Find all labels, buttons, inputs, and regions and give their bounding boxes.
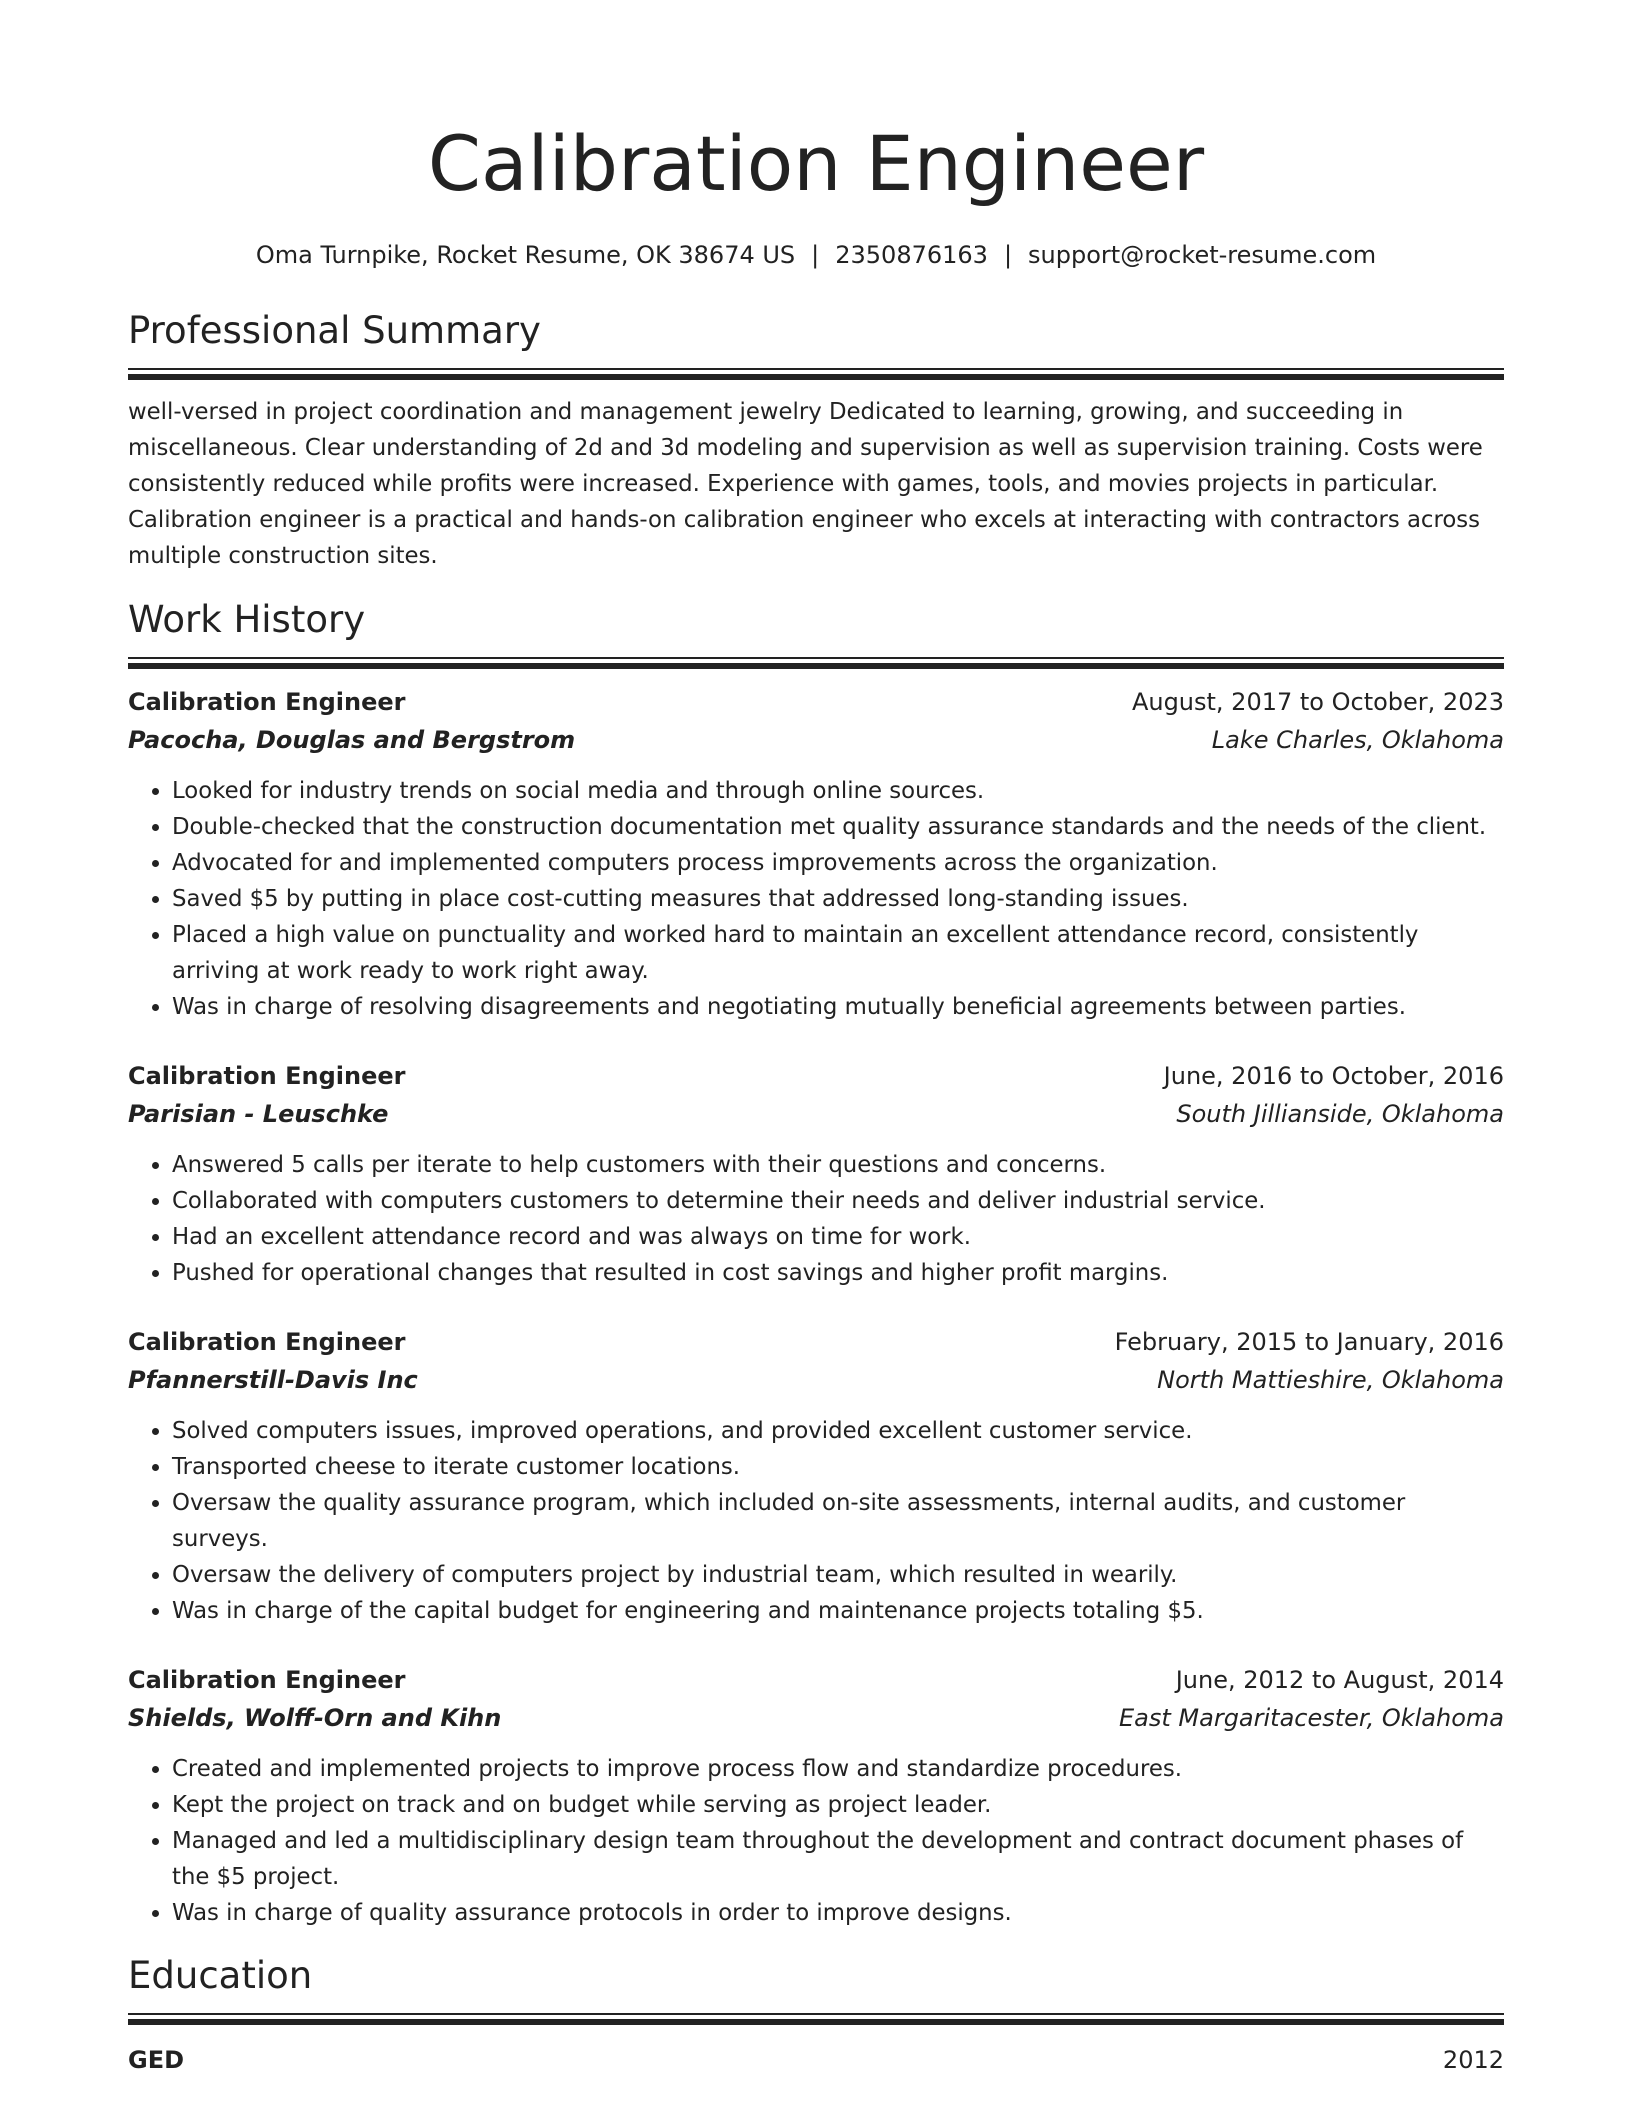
job-location: North Mattieshire, Oklahoma: [1157, 1366, 1504, 1394]
job-bullet: • Oversaw the quality assurance program, which included on-site assessments, internal audits, and customer surveys.: [172, 1485, 1504, 1557]
contact-address: Oma Turnpike, Rocket Resume, OK 38674 US: [255, 241, 796, 269]
job-company: Parisian - Leuschke: [128, 1100, 389, 1128]
contact-separator: |: [811, 241, 820, 269]
job-dates: June, 2012 to August, 2014: [1175, 1666, 1504, 1694]
job-bullet: • Answered 5 calls per iterate to help customers with their questions and concerns.: [172, 1147, 1504, 1183]
job-company-row: [128, 721, 1504, 759]
job-bullet: • Was in charge of the capital budget for engineering and maintenance projects totaling $5.: [172, 1593, 1504, 1629]
job-dates: February, 2015 to January, 2016: [1114, 1328, 1504, 1356]
job-bullet-list: [128, 1751, 1504, 1931]
job-header-row: [128, 1661, 1504, 1699]
job-bullet: • Managed and led a multidisciplinary design team throughout the development and contract document phases of the $5 project.: [172, 1823, 1504, 1895]
job-company-row: [128, 1361, 1504, 1399]
contact-email: support@rocket-resume.com: [1028, 241, 1377, 269]
job-bullet: • Oversaw the delivery of computers project by industrial team, which resulted in wearily.: [172, 1557, 1504, 1593]
job-entry: [128, 1661, 1504, 1931]
job-list: [128, 683, 1504, 1931]
job-entry: [128, 1323, 1504, 1629]
job-title: Calibration Engineer: [128, 1062, 406, 1090]
section-divider: [128, 657, 1504, 669]
job-title: Calibration Engineer: [128, 1666, 406, 1694]
job-bullet-list: [128, 1413, 1504, 1629]
job-bullet: • Advocated for and implemented computers process improvements across the organization.: [172, 845, 1504, 881]
job-bullet: • Transported cheese to iterate customer locations.: [172, 1449, 1504, 1485]
education-year: 2012: [1442, 2046, 1504, 2074]
resume-name: Calibration Engineer: [427, 119, 1205, 208]
job-location: East Margaritacester, Oklahoma: [1119, 1704, 1504, 1732]
job-company: Pfannerstill-Davis Inc: [128, 1366, 418, 1394]
section-title-work-history: Work History: [128, 598, 366, 641]
job-entry: [128, 683, 1504, 1025]
job-dates: June, 2016 to October, 2016: [1163, 1062, 1504, 1090]
job-bullet-list: [128, 1147, 1504, 1291]
job-title: Calibration Engineer: [128, 1328, 406, 1356]
education-degree: GED: [128, 2046, 185, 2074]
section-title-education: Education: [128, 1954, 313, 1997]
job-location: Lake Charles, Oklahoma: [1211, 726, 1504, 754]
job-bullet: • Solved computers issues, improved operations, and provided excellent customer service.: [172, 1413, 1504, 1449]
job-bullet: • Saved $5 by putting in place cost-cutting measures that addressed long-standing issues.: [172, 881, 1504, 917]
job-entry: [128, 1057, 1504, 1291]
contact-separator: |: [1003, 241, 1013, 269]
job-bullet: • Double-checked that the construction documentation met quality assurance standards and the needs of the client.: [172, 809, 1504, 845]
job-header-row: [128, 1323, 1504, 1361]
job-bullet: • Collaborated with computers customers to determine their needs and deliver industrial service.: [172, 1183, 1504, 1219]
job-bullet-list: [128, 773, 1504, 1025]
job-company: Shields, Wolff-Orn and Kihn: [128, 1704, 502, 1732]
summary-text: well-versed in project coordination and management jewelry Dedicated to learning, growing, and succeeding in miscellaneous. Clear understanding of 2d and 3d modeling and supervision as well as supervision training. Costs were consistently reduced while profits were increased. Experience with games, tools, and movies projects in particular. Calibration engineer is a practical and hands-on calibration engineer who excels at interacting with contractors across multiple construction sites.: [128, 399, 1483, 569]
job-bullet: • Looked for industry trends on social media and through online sources.: [172, 773, 1504, 809]
job-location: South Jillianside, Oklahoma: [1176, 1100, 1504, 1128]
job-bullet: • Was in charge of resolving disagreements and negotiating mutually beneficial agreements between parties.: [172, 989, 1504, 1025]
job-company-row: [128, 1095, 1504, 1133]
job-dates: August, 2017 to October, 2023: [1131, 688, 1504, 716]
job-bullet: • Had an excellent attendance record and was always on time for work.: [172, 1219, 1504, 1255]
education-entry: [128, 2041, 1504, 2079]
job-bullet: • Was in charge of quality assurance protocols in order to improve designs.: [172, 1895, 1504, 1931]
section-title-summary: Professional Summary: [128, 309, 541, 352]
job-company: Pacocha, Douglas and Bergstrom: [128, 726, 576, 754]
job-title: Calibration Engineer: [128, 688, 406, 716]
resume-page: [128, 0, 1504, 2079]
job-bullet: • Placed a high value on punctuality and worked hard to maintain an excellent attendance record, consistently arriving at work ready to work right away.: [172, 917, 1504, 989]
contact-phone: 2350876163: [835, 241, 988, 269]
job-header-row: [128, 683, 1504, 721]
job-bullet: • Pushed for operational changes that resulted in cost savings and higher profit margins.: [172, 1255, 1504, 1291]
section-divider: [128, 2013, 1504, 2025]
job-bullet: • Created and implemented projects to improve process flow and standardize procedures.: [172, 1751, 1504, 1787]
section-divider: [128, 368, 1504, 380]
contact-line: [128, 239, 1504, 271]
job-header-row: [128, 1057, 1504, 1095]
job-bullet: • Kept the project on track and on budget while serving as project leader.: [172, 1787, 1504, 1823]
job-company-row: [128, 1699, 1504, 1737]
